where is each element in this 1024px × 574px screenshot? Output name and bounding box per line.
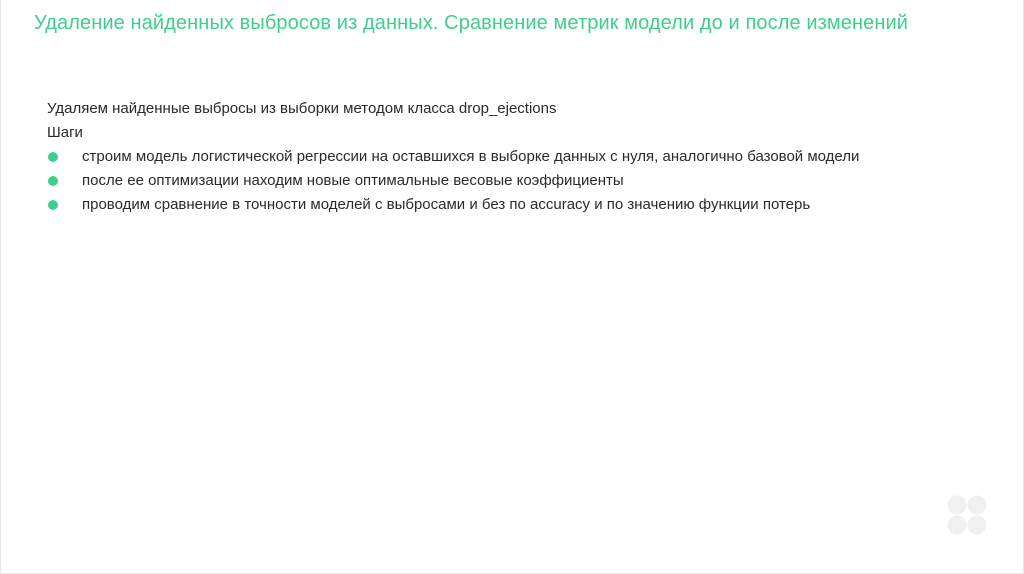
steps-list <box>47 145 927 217</box>
logo-icon <box>947 495 987 535</box>
slide-title: Удаление найденных выбросов из данных. Сравнение метрик модели до и после изменений <box>34 12 909 34</box>
bullet-icon <box>48 200 58 210</box>
bullet-icon <box>48 152 58 162</box>
list-item <box>47 145 867 169</box>
list-item <box>47 169 867 193</box>
bullet-icon <box>48 176 58 186</box>
slide-body <box>47 97 927 217</box>
steps-heading: Шаги <box>47 124 83 141</box>
step-text: строим модель логистической регрессии на оставшихся в выборке данных с нуля, аналогично базовой модели <box>82 148 860 165</box>
step-text: после ее оптимизации находим новые оптимальные весовые коэффициенты <box>82 172 624 189</box>
list-item <box>47 193 867 217</box>
step-text: проводим сравнение в точности моделей с выбросами и без по accuracy и по значению функции потерь <box>82 196 811 213</box>
intro-text: Удаляем найденные выбросы из выборки методом класса drop_ejections <box>47 100 557 117</box>
